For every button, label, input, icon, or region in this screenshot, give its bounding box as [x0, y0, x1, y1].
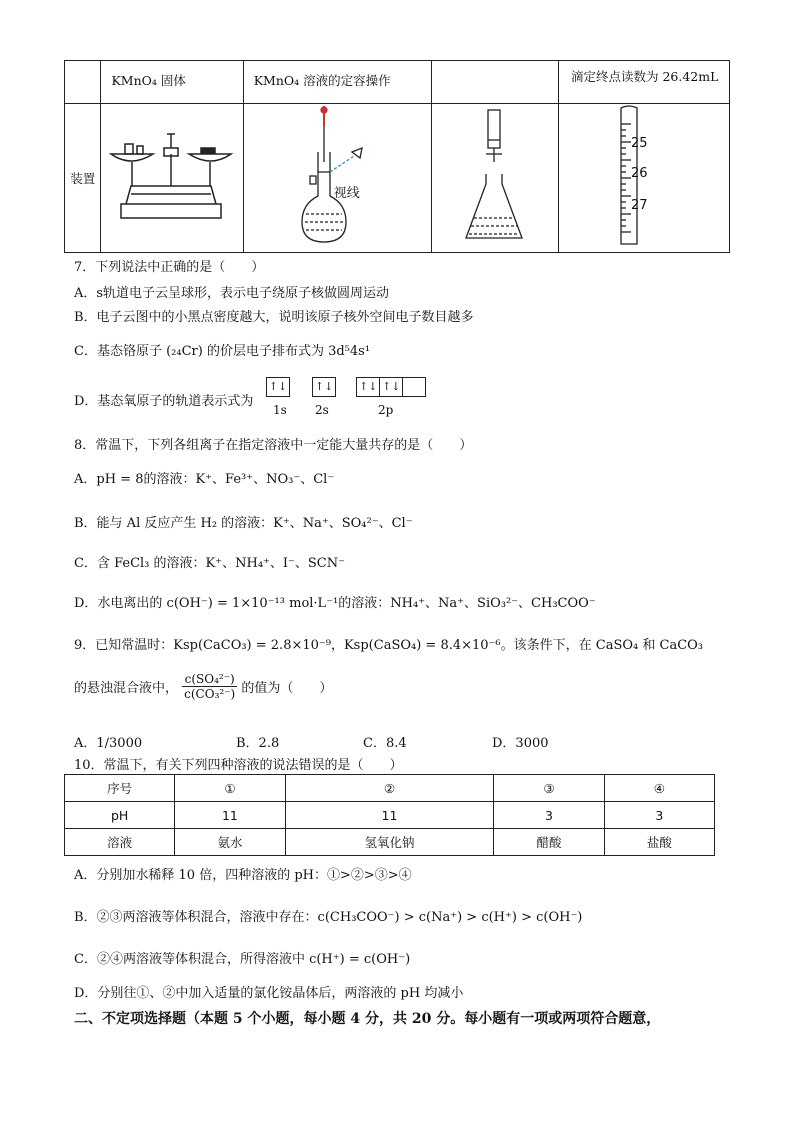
balance-icon — [101, 104, 235, 249]
q8-option-a: A．pH = 8的溶液：K⁺、Fe³⁺、NO₃⁻、Cl⁻ — [74, 472, 335, 487]
header-cell-kmno4-solid: KMnO₄ 固体 — [101, 61, 243, 104]
q8-option-d: D．水电离出的 c(OH⁻) = 1×10⁻¹³ mol·L⁻¹的溶液：NH₄⁺、Na⁺、SiO₃²⁻、CH₃COO⁻ — [74, 596, 596, 611]
header-cell-dilution: KMnO₄ 溶液的定容操作 — [243, 61, 431, 104]
q9-option-d: D．3000 — [492, 736, 549, 751]
table-cell: pH — [65, 802, 175, 829]
volumetric-flask-icon — [244, 104, 424, 249]
q7-option-d: D．基态氧原子的轨道表示式为 — [74, 394, 254, 409]
table-cell: ① — [175, 775, 285, 802]
q9-line2-suffix: 的值为（ ） — [241, 681, 333, 696]
sightline-label: 视线 — [333, 186, 360, 201]
q9-fraction-denominator: c(CO₃²⁻) — [184, 687, 236, 701]
q9-stem: 9．已知常温时：Ksp(CaCO₃) = 2.8×10⁻⁹，Ksp(CaSO₄) = 8.4×10⁻⁶。该条件下，在 CaSO₄ 和 CaCO₃ — [74, 638, 704, 653]
q10-option-d: D．分别往①、②中加入适量的氯化铵晶体后，两溶液的 pH 均减小 — [74, 986, 464, 1001]
balance-cell — [101, 104, 243, 253]
orbital-2p-3 — [403, 377, 426, 397]
header-cell-3 — [431, 61, 558, 104]
oxygen-orbital-diagram — [266, 377, 426, 397]
q9-line2-prefix: 的悬浊混合液中， — [74, 681, 179, 696]
section-2-heading: 二、不定项选择题（本题 5 个小题，每小题 4 分，共 20 分。每小题有一项或两项符合题意， — [74, 1011, 661, 1027]
titration-flask-cell — [431, 104, 558, 253]
q10-option-a: A．分别加水稀释 10 倍，四种溶液的 pH：①>②>③>④ — [74, 868, 412, 883]
q8-option-c: C．含 FeCl₃ 的溶液：K⁺、NH₄⁺、I⁻、SCN⁻ — [74, 556, 345, 571]
burette-tick-26: 26 — [631, 166, 648, 181]
q8-stem: 8．常温下，下列各组离子在指定溶液中一定能大量共存的是（ ） — [74, 438, 473, 453]
q7-stem: 7．下列说法中正确的是（ ） — [74, 260, 265, 275]
table-cell: 盐酸 — [604, 829, 714, 856]
table-cell: 氢氧化钠 — [285, 829, 494, 856]
label-2s: 2s — [315, 403, 329, 417]
volumetric-flask-cell — [243, 104, 431, 253]
burette-cell — [559, 104, 730, 253]
q9-fraction-numerator: c(SO₄²⁻) — [182, 672, 237, 687]
apparatus-table — [64, 60, 730, 253]
table-cell: 醋酸 — [494, 829, 604, 856]
orbital-2s: ↑↓ — [312, 377, 336, 397]
orbital-2p-2: ↑↓ — [380, 377, 403, 397]
row-label-apparatus: 装置 — [65, 104, 101, 253]
q10-solutions-table — [64, 774, 715, 856]
table-cell: ④ — [604, 775, 714, 802]
header-cell-0 — [65, 61, 101, 104]
q9-option-a: A．1/3000 — [74, 736, 143, 751]
q8-option-b: B．能与 Al 反应产生 H₂ 的溶液：K⁺、Na⁺、SO₄²⁻、Cl⁻ — [74, 516, 413, 531]
q10-stem: 10．常温下，有关下列四种溶液的说法错误的是（ ） — [74, 758, 403, 773]
table-cell: ② — [285, 775, 494, 802]
q7-option-c: C．基态铬原子 (₂₄Cr) 的价层电子排布式为 3d⁵4s¹ — [74, 344, 371, 359]
table-cell: 3 — [494, 802, 604, 829]
table-row — [65, 775, 715, 802]
erlenmeyer-flask-icon — [432, 104, 558, 249]
q9-line2 — [74, 672, 332, 701]
q10-option-b: B．②③两溶液等体积混合，溶液中存在：c(CH₃COO⁻) > c(Na⁺) > c(H⁺) > c(OH⁻) — [74, 910, 583, 925]
orbital-2p-1: ↑↓ — [356, 377, 380, 397]
table-cell: 11 — [175, 802, 285, 829]
burette-tick-25: 25 — [631, 136, 648, 151]
table-cell: 11 — [285, 802, 494, 829]
label-1s: 1s — [273, 403, 287, 417]
label-2p: 2p — [378, 403, 394, 417]
q9-option-b: B．2.8 — [236, 736, 280, 751]
burette-tick-27: 27 — [631, 198, 648, 213]
header-cell-titration-reading: 滴定终点读数为 26.42mL — [559, 61, 730, 104]
orbital-1s: ↑↓ — [266, 377, 290, 397]
table-row — [65, 802, 715, 829]
q10-option-c: C．②④两溶液等体积混合，所得溶液中 c(H⁺) = c(OH⁻) — [74, 952, 411, 967]
table-cell: 氨水 — [175, 829, 285, 856]
q9-fraction — [182, 672, 237, 701]
table-cell: 3 — [604, 802, 714, 829]
q9-option-c: C．8.4 — [363, 736, 407, 751]
table-cell: 序号 — [65, 775, 175, 802]
table-cell: ③ — [494, 775, 604, 802]
table-cell: 溶液 — [65, 829, 175, 856]
table-row — [65, 829, 715, 856]
q7-option-b: B．电子云图中的小黑点密度越大，说明该原子核外空间电子数目越多 — [74, 310, 474, 325]
q7-option-a: A．s轨道电子云呈球形，表示电子绕原子核做圆周运动 — [74, 286, 390, 301]
